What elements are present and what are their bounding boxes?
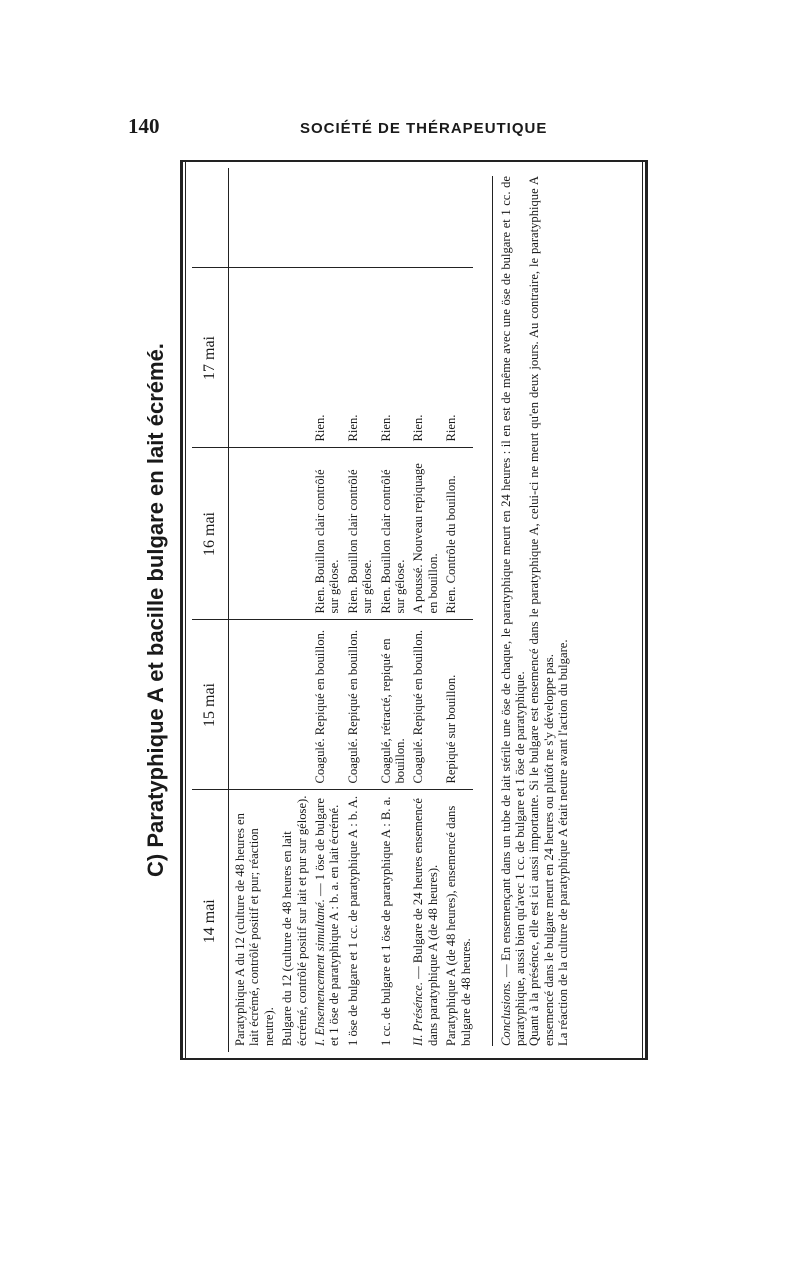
cell-15-mai: Coagulé. Repiqué en bouillon. [342, 620, 375, 790]
cell-16-mai: Rien. Bouillon clair contrôlé sur gélose. [375, 448, 408, 620]
section-label: I. Ensemencement simultané. [313, 899, 328, 1046]
cell-17-mai [229, 268, 277, 448]
cell-description: 1 cc. de bulgare et 1 öse de paratyphique A : B. a. [378, 796, 393, 1046]
cell-15-mai: Repiqué sur bouillon. [440, 620, 473, 790]
rotated-table-block [140, 160, 660, 1060]
table-row [375, 168, 408, 1052]
cell-17-mai: Rien. [375, 268, 408, 448]
conclusions-paragraph: Conclusions. — En ensemençant dans un tube de lait stérile une öse de chaque, le paratyphique meurt en 24 heures : il en est de même avec une öse de bulgare et 1 cc. de paratyphique, aussi bien qu'avec 1 cc. de bulgare et 1 öse de paratyphique. [499, 176, 528, 1046]
table-row [309, 168, 342, 1052]
cell-description: Paratyphique A (de 48 heures), ensemencé dans bulgare de 48 heures. [444, 805, 473, 1046]
cell-15-mai [229, 620, 277, 790]
cell-17-mai: Rien. [309, 268, 342, 448]
cell-16-mai: Rien. Bouillon clair contrôlé sur gélose. [342, 448, 375, 620]
cell-description: 1 öse de bulgare et 1 cc. de paratyphique A : b. A. [345, 795, 360, 1046]
cell-16-mai: Rien. Contrôle du bouillon. [440, 448, 473, 620]
cell-16-mai: Rien. Bouillon clair contrôlé sur gélose. [309, 448, 342, 620]
conclusions-paragraph: La réaction de la culture de paratyphique A était neutre avant l'action du bulgare. [555, 639, 570, 1046]
cell-15-mai: Coagulé. Repiqué en bouillon. [309, 620, 342, 790]
table-row [342, 168, 375, 1052]
cell-15-mai: Coagulé, rétracté, repiqué en bouillon. [375, 620, 408, 790]
table-frame [180, 160, 648, 1060]
column-header-14-mai: 14 mai [192, 790, 229, 1052]
table-row [407, 168, 440, 1052]
table-row [229, 168, 277, 1052]
table-row [440, 168, 473, 1052]
cell-16-mai [276, 448, 309, 620]
cell-description: Paratyphique A du 12 (culture de 48 heures en lait écrémé, contrôlé positif et pur; réaction neutre). [233, 813, 276, 1046]
column-header-17-mai: 17 mai [192, 268, 229, 448]
cell-description: I. Ensemencement simultané. — 1 öse de bulgare et 1 öse de paratyphique A : b. a. en lait écrémé. [313, 798, 342, 1046]
cell-15-mai: Coagulé. Repiqué en bouillon. [407, 620, 440, 790]
table-row [276, 168, 309, 1052]
column-header-15-mai: 15 mai [192, 620, 229, 790]
page-number: 140 [128, 114, 160, 138]
column-header-empty [192, 168, 229, 268]
cell-17-mai: Rien. [407, 268, 440, 448]
table-header-row [192, 168, 229, 1052]
conclusions-label: Conclusions. [499, 980, 513, 1046]
column-header-16-mai: 16 mai [192, 448, 229, 620]
cell-17-mai: Rien. [440, 268, 473, 448]
page-header [128, 114, 650, 144]
cell-description: II. Présénce. — Bulgare de 24 heures ensemencé dans paratyphique A (de 48 heures). [411, 798, 440, 1046]
running-head: SOCIÉTÉ DE THÉRAPEUTIQUE [300, 120, 548, 137]
cell-15-mai [276, 620, 309, 790]
cell-16-mai [229, 448, 277, 620]
cell-17-mai: Rien. [342, 268, 375, 448]
conclusions-paragraph: Quant à la présénce, elle est ici aussi importante. Si le bulgare est ensemencé dans le paratyphique A, celui-ci ne meurt qu'en deux jours. Au contraire, le paratyphique A ensemencé dans le bulgare meurt en 24 heures ou plutôt ne s'y développe pas. [527, 176, 556, 1046]
section-label: II. Présénce. [411, 982, 426, 1046]
table-title: C) Paratyphique A et bacille bulgare en lait écrémé. [143, 343, 168, 877]
experiment-table [192, 168, 473, 1052]
cell-17-mai [276, 268, 309, 448]
cell-16-mai: A poussé. Nouveau repiquage en bouillon. [407, 448, 440, 620]
cell-description: Bulgare du 12 (culture de 48 heures en lait écrémé, contrôlé positif sur lait et pur sur gélose). [280, 795, 309, 1046]
conclusions [492, 176, 570, 1046]
